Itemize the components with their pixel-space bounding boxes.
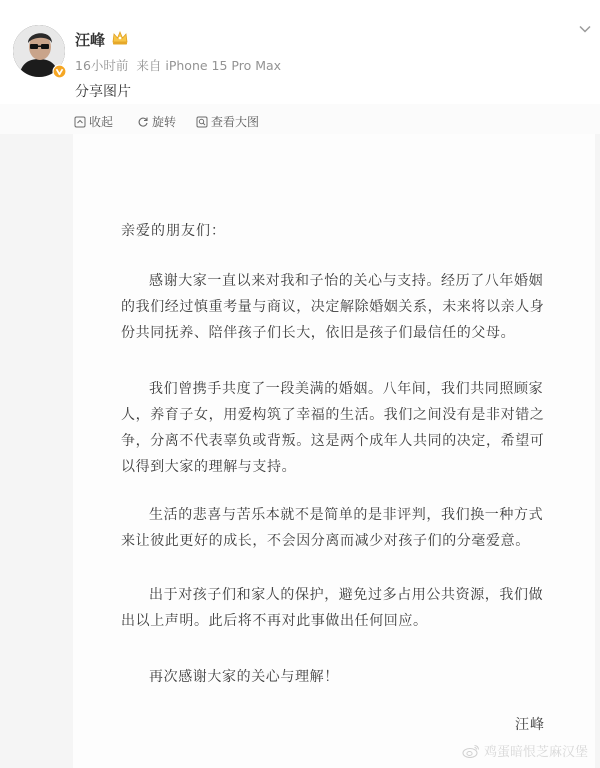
collapse-label: 收起 <box>89 115 114 129</box>
collapse-button[interactable] <box>74 113 113 130</box>
post-meta <box>75 56 285 74</box>
post-image[interactable] <box>0 134 600 768</box>
verified-badge-icon <box>52 64 67 79</box>
watermark-text: 鸡蛋暗恨芝麻汉堡 <box>483 745 588 760</box>
post-text: 分享图片 <box>75 84 131 100</box>
view-full-image-button[interactable] <box>196 113 259 130</box>
statement-letter <box>73 134 595 768</box>
letter-paragraph: 生活的悲喜与苦乐本就不是简单的是非评判，我们换一种方式来让彼此更好的成长，不会因分离而减少对孩子们的分毫爱意。 <box>121 507 544 549</box>
collapse-icon <box>74 116 86 128</box>
rotate-icon <box>137 116 149 128</box>
post-header <box>0 0 600 108</box>
letter-paragraph: 出于对孩子们和家人的保护，避免过多占用公共资源，我们做出以上声明。此后将不再对此事做出任何回应。 <box>121 587 544 629</box>
letter-signature: 汪峰 <box>515 717 545 733</box>
image-toolbar <box>0 104 600 134</box>
letter-paragraph: 感谢大家一直以来对我和子怡的关心与支持。经历了八年婚姻的我们经过慎重考量与商议，决定解除婚姻关系，未来将以亲人身份共同抚养、陪伴孩子们长大，依旧是孩子们最信任的父母。 <box>121 273 545 341</box>
view-full-image-label: 查看大图 <box>211 115 260 129</box>
letter-closing: 再次感谢大家的关心与理解！ <box>149 669 339 685</box>
username[interactable]: 汪峰 <box>75 31 106 49</box>
watermark <box>462 741 588 760</box>
rotate-button[interactable] <box>137 113 176 130</box>
post-time[interactable]: 16小时前 <box>75 58 129 73</box>
weibo-logo-icon <box>462 744 480 758</box>
chevron-down-icon[interactable] <box>578 22 592 36</box>
vip-crown-icon[interactable] <box>111 30 129 46</box>
letter-greeting: 亲爱的朋友们： <box>121 223 226 239</box>
rotate-label: 旋转 <box>152 115 177 129</box>
magnify-icon <box>196 116 208 128</box>
post-source: 来自 iPhone 15 Pro Max <box>136 58 282 73</box>
letter-paragraph: 我们曾携手共度了一段美满的婚姻。八年间，我们共同照顾家人，养育子女，用爱构筑了幸福的生活。我们之间没有是非对错之争，分离不代表辜负或背叛。这是两个成年人共同的决定，希望可以得到大家的理解与支持。 <box>121 381 545 475</box>
avatar-container[interactable] <box>13 25 65 77</box>
